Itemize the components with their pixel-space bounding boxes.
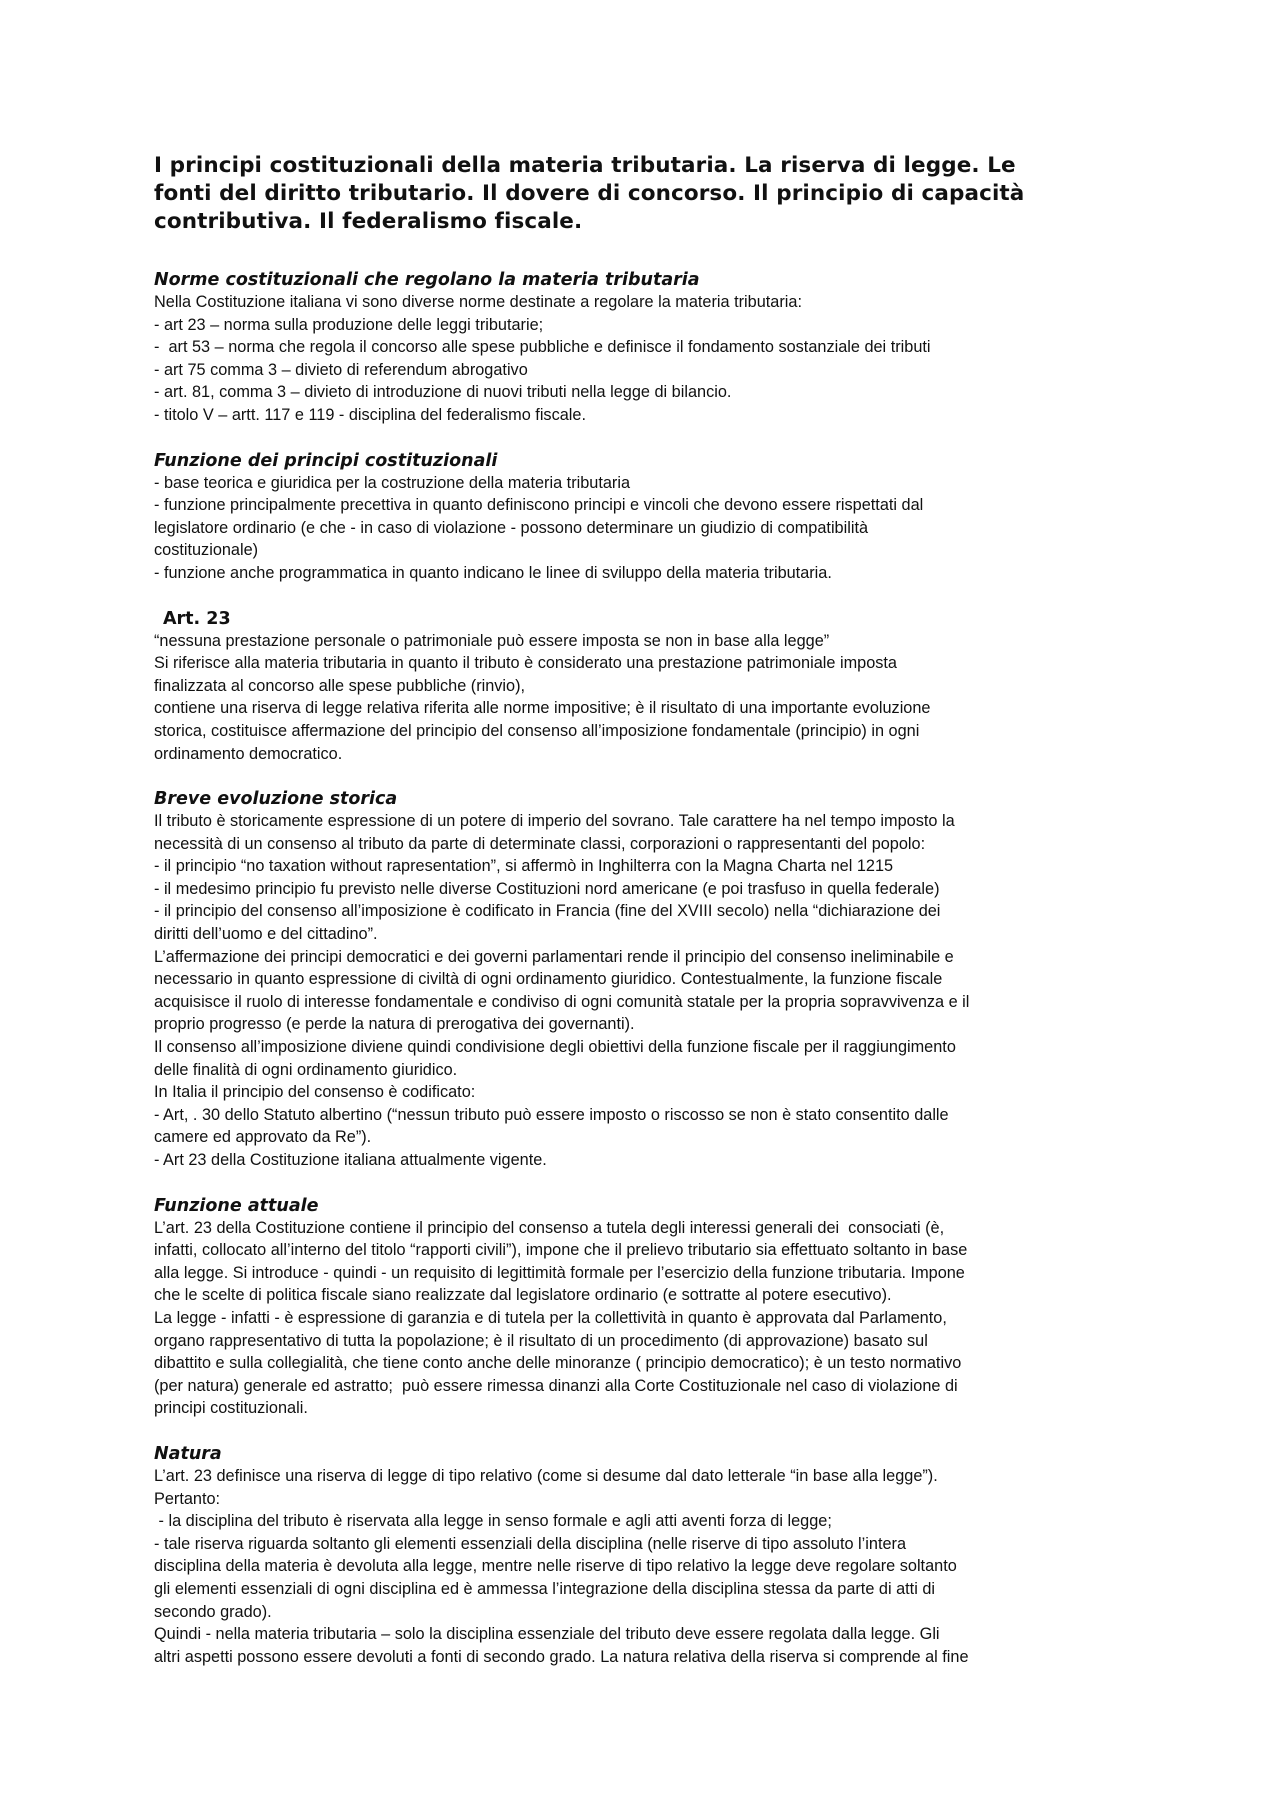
section-heading: Norme costituzionali che regolano la materia tributaria (154, 270, 700, 290)
paragraph-line: - tale riserva riguarda soltanto gli elementi essenziali della disciplina (nelle riserve di tipo assoluto l’intera (154, 1534, 907, 1553)
document-body (154, 269, 1134, 1668)
title-line: fonti del diritto tributario. Il dovere di concorso. Il principio di capacità (154, 181, 1025, 206)
paragraph-line: Il tributo è storicamente espressione di un potere di imperio del sovrano. Tale carattere ha nel tempo imposto la (154, 812, 955, 831)
paragraph-line: alla legge. Si introduce - quindi - un requisito di legittimità formale per l’esercizio della funzione tributaria. Impone (154, 1263, 965, 1282)
paragraph-line: - funzione principalmente precettiva in quanto definiscono principi e vincoli che devono essere rispettati dal (154, 496, 924, 515)
paragraph-line: Nella Costituzione italiana vi sono diverse norme destinate a regolare la materia tributaria: (154, 293, 802, 311)
paragraph-line: contiene una riserva di legge relativa riferita alle norme impositive; è il risultato di una importante evoluzione (154, 699, 931, 718)
section (154, 1195, 1134, 1420)
paragraph-line: (per natura) generale ed astratto; può essere rimessa dinanzi alla Corte Costituzionale nel caso di violazione di (154, 1376, 958, 1395)
section-heading: Breve evoluzione storica (154, 789, 398, 810)
paragraph-line: organo rappresentativo di tutta la popolazione; è il risultato di un procedimento (di approvazione) basato sul (154, 1331, 928, 1350)
paragraph-line: dibattito e sulla collegialità, che tiene conto anche delle minoranze ( principio democratico); è un testo normativo (154, 1354, 962, 1373)
paragraph-line: La legge - infatti - è espressione di garanzia e di tutela per la collettività in quanto è approvata dal Parlamento, (154, 1308, 947, 1327)
paragraph-line: - art 53 – norma che regola il concorso alle spese pubbliche e definisce il fondamento sostanziale dei tributi (154, 338, 931, 357)
paragraph-line: - la disciplina del tributo è riservata alla legge in senso formale e agli atti aventi forza di legge; (154, 1512, 832, 1531)
paragraph-line: delle finalità di ogni ordinamento giuridico. (154, 1060, 458, 1079)
paragraph-line: ordinamento democratico. (154, 744, 343, 763)
section (154, 608, 1134, 766)
paragraph-line: storica, costituisce affermazione del principio del consenso all’imposizione fondamentale (principio) in ogni (154, 721, 920, 740)
paragraph-line: necessario in quanto espressione di civiltà di ogni ordinamento giuridico. Contestualmente, la funzione fiscale (154, 970, 943, 989)
paragraph-line: “nessuna prestazione personale o patrimoniale può essere imposta se non in base alla legge” (154, 631, 830, 650)
section-heading: Natura (154, 1443, 222, 1464)
section (154, 1443, 1134, 1668)
paragraph-line: altri aspetti possono essere devoluti a fonti di secondo grado. La natura relativa della riserva si comprende al fine (154, 1647, 969, 1666)
paragraph-line: Si riferisce alla materia tributaria in quanto il tributo è considerato una prestazione patrimoniale imposta (154, 654, 897, 673)
paragraph-line: - il principio del consenso all’imposizione è codificato in Francia (fine del XVIII secolo) nella “dichiarazione dei (154, 902, 941, 921)
paragraph-line: disciplina della materia è devoluta alla legge, mentre nelle riserve di tipo relativo la legge deve regolare soltanto (154, 1557, 957, 1576)
title-line: I principi costituzionali della materia tributaria. La riserva di legge. Le (154, 153, 1016, 178)
paragraph-line: gli elementi essenziali di ogni disciplina ed è ammessa l’integrazione della disciplina stessa da parte di atti di (154, 1579, 936, 1598)
paragraph-line: - art. 81, comma 3 – divieto di introduzione di nuovi tributi nella legge di bilancio. (154, 383, 732, 402)
section-heading: Funzione dei principi costituzionali (154, 450, 498, 471)
paragraph-line: - il medesimo principio fu previsto nelle diverse Costituzioni nord americane (e poi trasfuso in quella federale) (154, 879, 940, 898)
paragraph-line: finalizzata al concorso alle spese pubbliche (rinvio), (154, 676, 526, 695)
paragraph-line: Pertanto: (154, 1489, 221, 1508)
section (154, 269, 1134, 427)
paragraph-line: infatti, collocato all’interno del titolo “rapporti civili”), impone che il prelievo tributario sia effettuato soltanto in base (154, 1241, 968, 1260)
paragraph-line: necessità di un consenso al tributo da parte di determinate classi, corporazioni o rappresentanti del popolo: (154, 834, 926, 853)
paragraph-line: - il principio “no taxation without rapresentation”, si affermò in Inghilterra con la Magna Charta nel 1215 (154, 857, 894, 876)
paragraph-line: - titolo V – artt. 117 e 119 - disciplina del federalismo fiscale. (154, 405, 586, 424)
paragraph-line: - art 23 – norma sulla produzione delle leggi tributarie; (154, 315, 544, 334)
paragraph-line: acquisisce il ruolo di interesse fondamentale e condiviso di ogni comunità statale per la propria sopravvivenza e il (154, 992, 970, 1011)
document-page (154, 152, 1134, 1691)
paragraph-line: diritti dell’uomo e del cittadino”. (154, 925, 378, 944)
section-heading: Funzione attuale (154, 1195, 319, 1216)
paragraph-line: L’affermazione dei principi democratici e dei governi parlamentari rende il principio del consenso ineliminabile e (154, 947, 954, 966)
paragraph-line: proprio progresso (e perde la natura di prerogativa dei governanti). (154, 1015, 635, 1034)
section-heading: Art. 23 (163, 608, 231, 629)
paragraph-line: - Art 23 della Costituzione italiana attualmente vigente. (154, 1151, 547, 1169)
paragraph-line: secondo grado). (154, 1602, 272, 1621)
paragraph-line: principi costituzionali. (154, 1399, 308, 1418)
paragraph-line: camere ed approvato da Re”). (154, 1128, 372, 1147)
section (154, 788, 1134, 1172)
paragraph-line: In Italia il principio del consenso è codificato: (154, 1083, 476, 1102)
paragraph-line: - art 75 comma 3 – divieto di referendum abrogativo (154, 360, 528, 379)
paragraph-line: costituzionale) (154, 541, 259, 560)
section (154, 450, 1134, 585)
title-line: contributiva. Il federalismo fiscale. (154, 209, 583, 234)
document-title (154, 152, 1134, 236)
paragraph-line: che le scelte di politica fiscale siano realizzate dal legislatore ordinario (e sottratte al potere esecutivo). (154, 1286, 892, 1305)
paragraph-line: - base teorica e giuridica per la costruzione della materia tributaria (154, 473, 631, 492)
paragraph-line: Il consenso all’imposizione diviene quindi condivisione degli obiettivi della funzione fiscale per il raggiungimento (154, 1038, 956, 1057)
paragraph-line: - Art, . 30 dello Statuto albertino (“nessun tributo può essere imposto o riscosso se non è stato consentito dalle (154, 1105, 949, 1124)
paragraph-line: - funzione anche programmatica in quanto indicano le linee di sviluppo della materia tributaria. (154, 563, 832, 582)
paragraph-line: legislatore ordinario (e che - in caso di violazione - possono determinare un giudizio di compatibilità (154, 518, 869, 537)
paragraph-line: L’art. 23 della Costituzione contiene il principio del consenso a tutela degli interessi generali dei consociati (è, (154, 1218, 945, 1237)
paragraph-line: Quindi - nella materia tributaria – solo la disciplina essenziale del tributo deve essere regolata dalla legge. Gli (154, 1625, 940, 1644)
paragraph-line: L’art. 23 definisce una riserva di legge di tipo relativo (come si desume dal dato letterale “in base alla legge”). (154, 1466, 938, 1485)
